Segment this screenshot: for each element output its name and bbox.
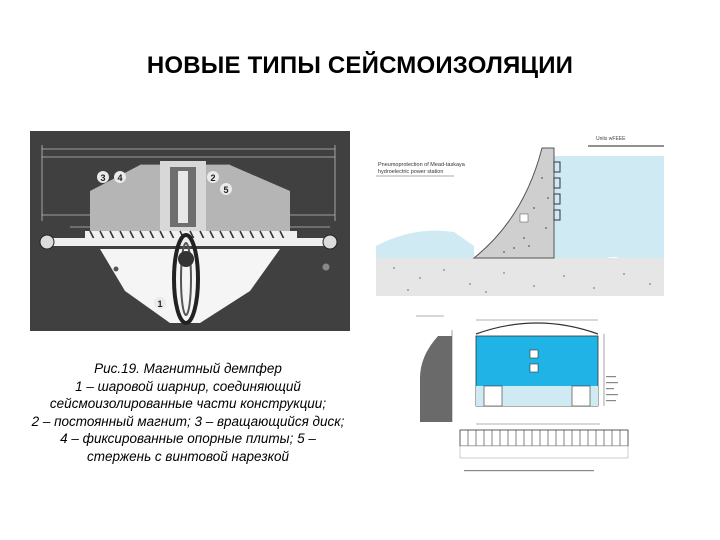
technical-drawing-figure — [412, 306, 632, 488]
caption-line: стержень с винтовой нарезкой — [86, 448, 289, 464]
caption-line: 2 – постоянный магнит; 3 – вращающийся диск; — [31, 413, 345, 429]
dam-label-line1: Pneumoprotection of Mead-taskaya — [378, 162, 465, 168]
caption-line: 4 – фиксированные опорные плиты; 5 – — [60, 431, 316, 446]
svg-text:Units wFEEE: Units wFEEE — [596, 136, 626, 142]
caption-line: Рис.19. Магнитный демпфер — [94, 361, 282, 376]
dam-label-line2: hydroelectric power station — [378, 169, 444, 175]
photo-label-5: 5 — [223, 185, 229, 195]
page-title: НОВЫЕ ТИПЫ СЕЙСМОИЗОЛЯЦИИ — [146, 52, 574, 79]
magnetic-damper-photo — [30, 131, 350, 331]
dam-section-figure — [374, 128, 664, 300]
caption-line: сейсмоизолированные части конструкции; — [49, 396, 327, 411]
photo-label-1: 1 — [157, 299, 163, 309]
photo-label-4: 4 — [117, 173, 123, 183]
figure-caption — [8, 360, 368, 465]
caption-line: 1 – шаровой шарнир, соединяющий — [75, 378, 301, 394]
photo-label-3: 3 — [100, 173, 106, 183]
photo-label-2: 2 — [210, 173, 216, 183]
